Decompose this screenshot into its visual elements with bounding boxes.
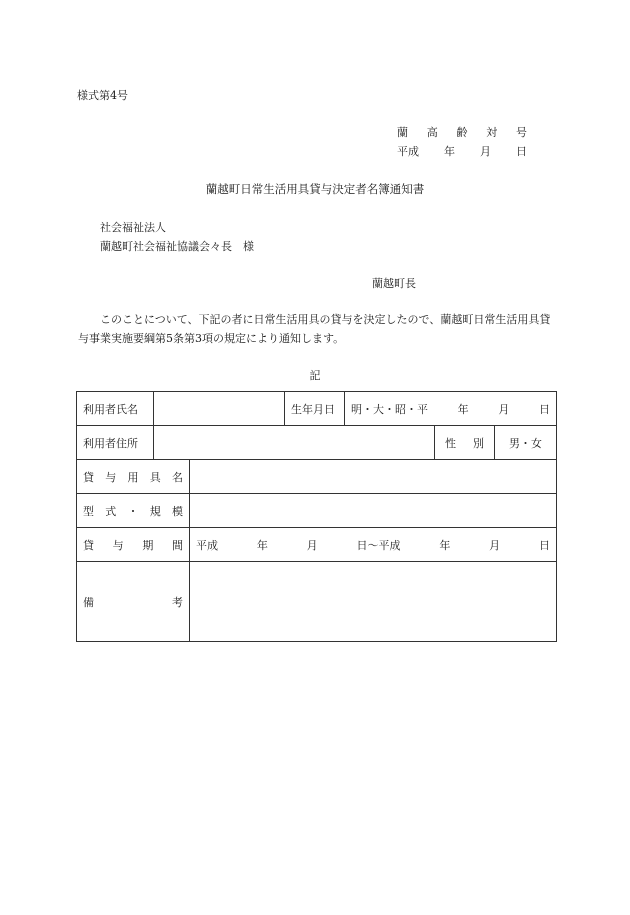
reference-char: 対 <box>486 126 498 139</box>
sex-label-char: 別 <box>473 436 484 450</box>
period-label <box>77 528 190 562</box>
sex-label <box>435 426 495 460</box>
date-era: 平成 <box>397 145 419 158</box>
user-name-field[interactable] <box>154 392 285 426</box>
label-char: 貸 <box>83 538 94 552</box>
recipient-line-1: 社会福祉法人 <box>100 221 166 234</box>
date-day: 日 <box>516 145 527 158</box>
label-char: 型 <box>83 504 94 518</box>
birth-field[interactable] <box>345 392 557 426</box>
date-month: 月 <box>480 145 491 158</box>
period-field[interactable] <box>190 528 557 562</box>
remarks-field[interactable] <box>190 562 557 642</box>
date-year: 年 <box>444 145 455 158</box>
period-part: 平成 <box>196 538 218 552</box>
label-char: ・ <box>127 504 139 518</box>
form-number: 様式第4号 <box>77 89 128 102</box>
label-char: 備 <box>83 595 94 609</box>
sex-field[interactable]: 男・女 <box>495 426 557 460</box>
birth-year: 年 <box>457 402 469 416</box>
birth-day: 日 <box>538 402 550 416</box>
label-char: 用 <box>127 470 139 484</box>
label-char: 貸 <box>83 470 94 484</box>
body-paragraph: このことについて、下記の者に日常生活用具の貸与を決定したので、蘭越町日常生活用具貸与事業実施要綱第5条第3項の規定により通知します。 <box>78 313 551 345</box>
label-char: 考 <box>172 595 183 609</box>
row-period <box>77 528 557 562</box>
label-char: 名 <box>172 470 183 484</box>
reference-char: 蘭 <box>397 126 408 139</box>
document-title: 蘭越町日常生活用具貸与決定者名簿通知書 <box>205 182 425 196</box>
label-char: 模 <box>172 504 183 518</box>
remarks-label <box>77 562 190 642</box>
period-part: 日～平成 <box>356 538 401 552</box>
reference-char: 高 <box>426 126 438 139</box>
issue-date <box>397 143 527 159</box>
item-name-field[interactable] <box>190 460 557 494</box>
birth-month: 月 <box>498 402 510 416</box>
label-char: 与 <box>105 470 117 484</box>
label-char: 間 <box>171 538 183 552</box>
sender: 蘭越町長 <box>372 277 416 290</box>
label-char: 規 <box>149 504 161 518</box>
period-part: 年 <box>256 538 268 552</box>
row-item-name <box>77 460 557 494</box>
label-char: 与 <box>112 538 124 552</box>
sex-label-char: 性 <box>445 436 456 450</box>
model-label <box>77 494 190 528</box>
reference-number <box>397 124 527 140</box>
item-name-label <box>77 460 190 494</box>
reference-char: 号 <box>516 126 527 139</box>
label-char: 具 <box>149 470 161 484</box>
label-char: 期 <box>142 538 154 552</box>
notification-table <box>76 391 557 642</box>
row-model <box>77 494 557 528</box>
birth-label: 生年月日 <box>285 392 345 426</box>
period-part: 年 <box>439 538 451 552</box>
period-part: 日 <box>538 538 550 552</box>
address-label: 利用者住所 <box>77 426 154 460</box>
recipient-line-2: 蘭越町社会福祉協議会々長 様 <box>100 240 254 253</box>
row-remarks <box>77 562 557 642</box>
period-part: 月 <box>489 538 501 552</box>
ki-heading: 記 <box>309 369 321 382</box>
model-field[interactable] <box>190 494 557 528</box>
reference-char: 齢 <box>456 126 468 139</box>
label-char: 式 <box>105 504 117 518</box>
address-field[interactable] <box>154 426 435 460</box>
user-name-label: 利用者氏名 <box>77 392 154 426</box>
birth-era: 明・大・昭・平 <box>351 402 428 416</box>
row-address <box>77 426 557 460</box>
period-part: 月 <box>306 538 318 552</box>
row-user-name <box>77 392 557 426</box>
